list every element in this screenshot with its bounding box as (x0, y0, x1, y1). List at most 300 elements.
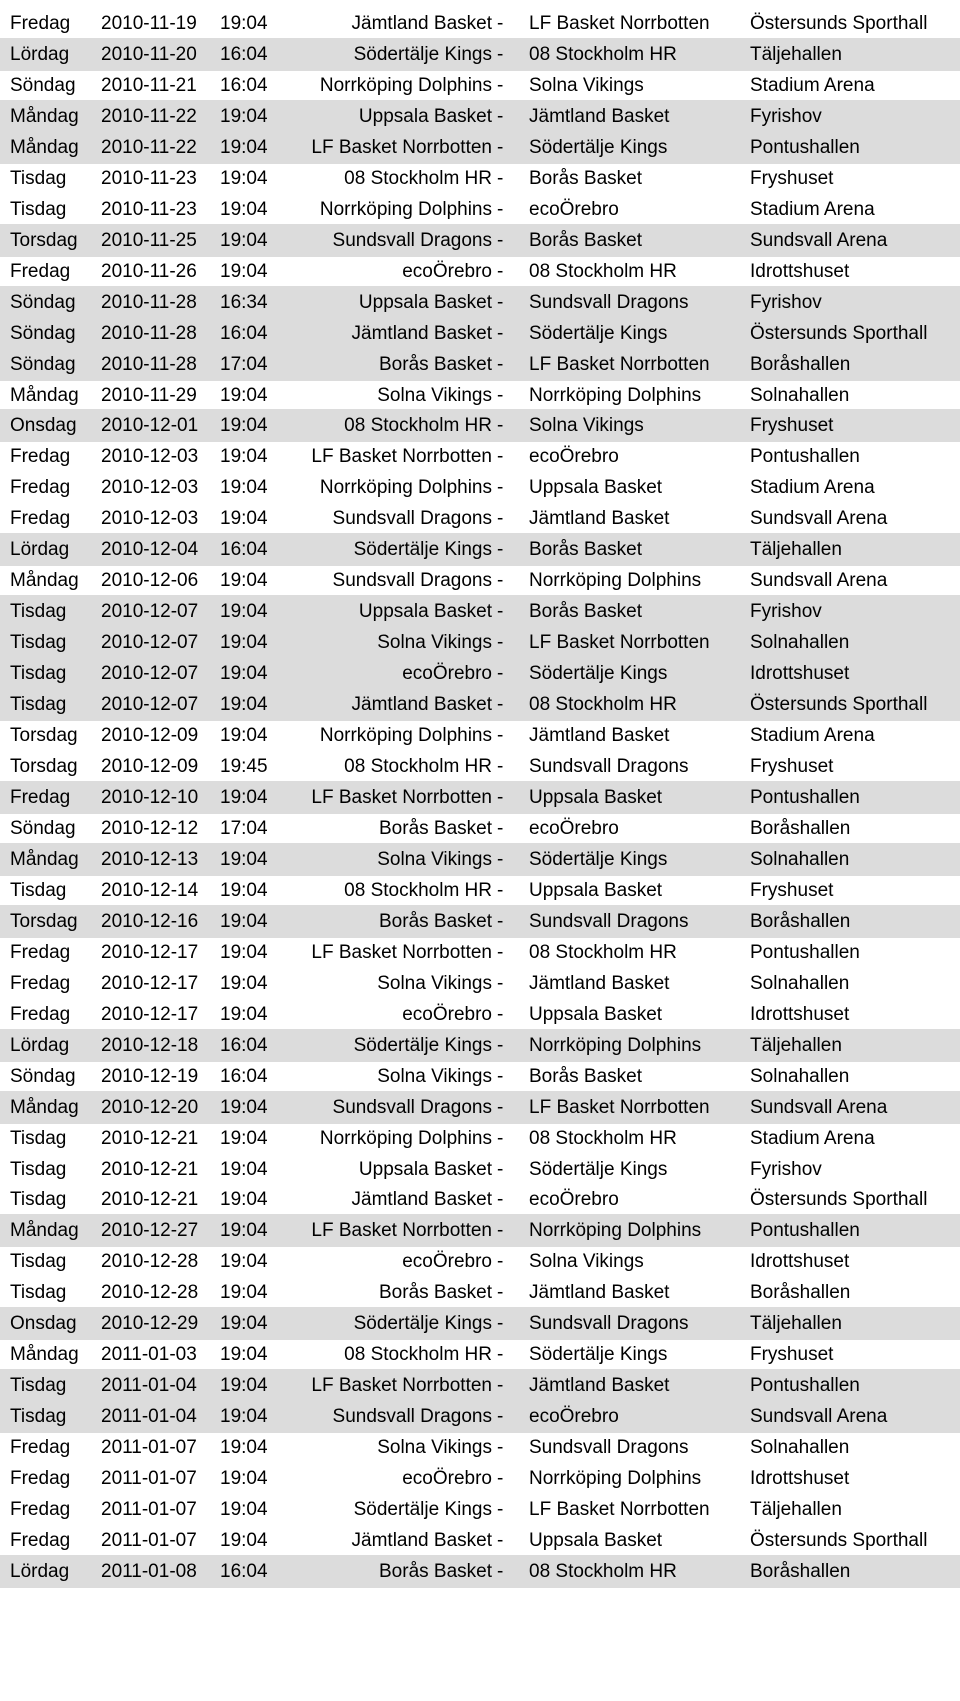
day-cell: Fredag (10, 787, 71, 808)
date-cell: 2010-12-17 (101, 941, 199, 963)
date-cell: 2010-12-07 (101, 663, 199, 685)
home-team-cell: 08 Stockholm HR (344, 415, 492, 437)
time-cell: 19:04 (220, 1189, 268, 1211)
venue-cell: Täljehallen (750, 43, 842, 65)
home-team-cell: Sundsvall Dragons (332, 508, 492, 530)
date-cell: 2010-12-03 (101, 446, 199, 468)
away-team-cell: Södertälje Kings (529, 322, 668, 344)
venue-cell: Solnahallen (750, 632, 850, 654)
date-cell: 2010-12-03 (101, 477, 199, 499)
home-team-cell: Sundsvall Dragons (332, 570, 492, 592)
separator-cell: - (497, 663, 504, 685)
venue-cell: Fryshuset (750, 879, 834, 901)
home-team-cell: 08 Stockholm HR (344, 1344, 492, 1366)
table-row (0, 286, 960, 319)
home-team-cell: Uppsala Basket (358, 1158, 492, 1180)
home-team-cell: Södertälje Kings (353, 1034, 492, 1056)
home-team-cell: Borås Basket (379, 1282, 492, 1304)
home-team-cell: LF Basket Norrbotten (311, 1220, 492, 1242)
table-row (0, 193, 960, 226)
table-row (0, 348, 960, 381)
away-team-cell: LF Basket Norrbotten (529, 13, 710, 34)
home-team-cell: Borås Basket (379, 817, 492, 839)
time-cell: 19:04 (220, 879, 268, 901)
home-team-cell: Solna Vikings (377, 1437, 492, 1459)
away-team-cell: 08 Stockholm HR (529, 1127, 677, 1149)
table-row (0, 1431, 960, 1464)
venue-cell: Fyrishov (750, 291, 822, 313)
date-cell: 2010-12-06 (101, 570, 199, 592)
time-cell: 19:04 (220, 1282, 268, 1304)
away-team-cell: Södertälje Kings (529, 1344, 668, 1366)
day-cell: Tisdag (10, 879, 67, 901)
venue-cell: Solnahallen (750, 1437, 850, 1459)
venue-cell: Boråshallen (750, 1561, 851, 1582)
time-cell: 19:04 (220, 1499, 268, 1521)
separator-cell: - (497, 1034, 504, 1056)
day-cell: Tisdag (10, 694, 67, 716)
time-cell: 19:04 (220, 1437, 268, 1459)
venue-cell: Fryshuset (750, 415, 834, 437)
date-cell: 2011-01-07 (101, 1468, 197, 1490)
time-cell: 19:04 (220, 725, 268, 747)
venue-cell: Östersunds Sporthall (750, 13, 928, 34)
separator-cell: - (497, 1499, 504, 1521)
table-row (0, 38, 960, 71)
time-cell: 19:04 (220, 229, 268, 251)
day-cell: Fredag (10, 446, 71, 468)
table-row (0, 131, 960, 164)
date-cell: 2010-11-23 (101, 198, 197, 220)
away-team-cell: Jämtland Basket (529, 105, 670, 127)
away-team-cell: 08 Stockholm HR (529, 260, 677, 282)
date-cell: 2010-12-17 (101, 972, 199, 994)
time-cell: 16:04 (220, 1034, 268, 1056)
away-team-cell: ecoÖrebro (529, 446, 619, 468)
separator-cell: - (497, 756, 504, 778)
venue-cell: Täljehallen (750, 539, 842, 561)
table-row (0, 1524, 960, 1557)
time-cell: 19:04 (220, 663, 268, 685)
separator-cell: - (497, 1375, 504, 1397)
home-team-cell: Sundsvall Dragons (332, 1096, 492, 1118)
away-team-cell: Borås Basket (529, 229, 642, 251)
venue-cell: Täljehallen (750, 1313, 842, 1335)
date-cell: 2010-11-21 (101, 74, 197, 96)
home-team-cell: Norrköping Dolphins (319, 198, 492, 220)
separator-cell: - (497, 353, 504, 375)
day-cell: Tisdag (10, 167, 67, 189)
away-team-cell: Sundsvall Dragons (529, 1313, 689, 1335)
separator-cell: - (497, 601, 504, 623)
away-team-cell: Norrköping Dolphins (529, 570, 702, 592)
table-row (0, 998, 960, 1031)
table-row (0, 967, 960, 1000)
date-cell: 2010-12-28 (101, 1251, 199, 1273)
away-team-cell: Norrköping Dolphins (529, 1220, 702, 1242)
table-row (0, 1338, 960, 1371)
date-cell: 2010-12-21 (101, 1127, 199, 1149)
day-cell: Söndag (10, 817, 76, 839)
separator-cell: - (497, 1096, 504, 1118)
home-team-cell: Jämtland Basket (351, 1530, 492, 1552)
date-cell: 2010-11-26 (101, 260, 197, 282)
date-cell: 2010-12-18 (101, 1034, 199, 1056)
separator-cell: - (497, 260, 504, 282)
date-cell: 2010-11-19 (101, 13, 197, 34)
date-cell: 2010-12-07 (101, 632, 199, 654)
away-team-cell: Sundsvall Dragons (529, 291, 689, 313)
table-row (0, 1369, 960, 1402)
away-team-cell: Jämtland Basket (529, 725, 670, 747)
separator-cell: - (497, 1065, 504, 1087)
home-team-cell: Jämtland Basket (351, 322, 492, 344)
home-team-cell: Solna Vikings (377, 972, 492, 994)
time-cell: 16:04 (220, 1561, 268, 1582)
date-cell: 2010-12-01 (101, 415, 199, 437)
separator-cell: - (497, 1282, 504, 1304)
table-row (0, 1276, 960, 1309)
time-cell: 17:04 (220, 817, 268, 839)
away-team-cell: Solna Vikings (529, 415, 644, 437)
venue-cell: Fyrishov (750, 601, 822, 623)
venue-cell: Stadium Arena (750, 477, 875, 499)
separator-cell: - (497, 198, 504, 220)
date-cell: 2010-12-28 (101, 1282, 199, 1304)
away-team-cell: Borås Basket (529, 167, 642, 189)
time-cell: 19:04 (220, 384, 268, 406)
separator-cell: - (497, 941, 504, 963)
away-team-cell: ecoÖrebro (529, 817, 619, 839)
date-cell: 2010-12-21 (101, 1189, 199, 1211)
time-cell: 19:04 (220, 787, 268, 808)
home-team-cell: ecoÖrebro (402, 1003, 492, 1025)
time-cell: 19:04 (220, 1251, 268, 1273)
home-team-cell: 08 Stockholm HR (344, 167, 492, 189)
separator-cell: - (497, 229, 504, 251)
time-cell: 16:04 (220, 322, 268, 344)
day-cell: Söndag (10, 353, 76, 375)
separator-cell: - (497, 105, 504, 127)
separator-cell: - (497, 725, 504, 747)
venue-cell: Pontushallen (750, 136, 860, 158)
day-cell: Måndag (10, 570, 79, 592)
away-team-cell: 08 Stockholm HR (529, 43, 677, 65)
away-team-cell: Jämtland Basket (529, 508, 670, 530)
away-team-cell: LF Basket Norrbotten (529, 632, 710, 654)
time-cell: 16:34 (220, 291, 268, 313)
time-cell: 16:04 (220, 74, 268, 96)
date-cell: 2010-12-10 (101, 787, 199, 808)
separator-cell: - (497, 1127, 504, 1149)
separator-cell: - (497, 1189, 504, 1211)
time-cell: 16:04 (220, 1065, 268, 1087)
day-cell: Måndag (10, 384, 79, 406)
day-cell: Söndag (10, 291, 76, 313)
venue-cell: Pontushallen (750, 1375, 860, 1397)
separator-cell: - (497, 74, 504, 96)
table-row (0, 1400, 960, 1433)
date-cell: 2010-12-03 (101, 508, 199, 530)
table-row (0, 1307, 960, 1340)
day-cell: Tisdag (10, 601, 67, 623)
day-cell: Fredag (10, 477, 71, 499)
day-cell: Onsdag (10, 415, 77, 437)
table-row (0, 533, 960, 566)
table-row (0, 812, 960, 845)
away-team-cell: ecoÖrebro (529, 1189, 619, 1211)
time-cell: 19:04 (220, 1406, 268, 1428)
venue-cell: Pontushallen (750, 1220, 860, 1242)
day-cell: Fredag (10, 1530, 71, 1552)
venue-cell: Idrottshuset (750, 663, 850, 685)
date-cell: 2010-12-04 (101, 539, 199, 561)
time-cell: 16:04 (220, 539, 268, 561)
time-cell: 19:04 (220, 13, 268, 34)
day-cell: Tisdag (10, 1189, 67, 1211)
separator-cell: - (497, 415, 504, 437)
table-row (0, 471, 960, 504)
table-row (0, 843, 960, 876)
separator-cell: - (497, 1468, 504, 1490)
table-row (0, 100, 960, 133)
time-cell: 19:04 (220, 570, 268, 592)
venue-cell: Östersunds Sporthall (750, 1189, 928, 1211)
table-row (0, 1153, 960, 1186)
date-cell: 2010-12-20 (101, 1096, 199, 1118)
home-team-cell: Solna Vikings (377, 384, 492, 406)
day-cell: Fredag (10, 1468, 71, 1490)
home-team-cell: Sundsvall Dragons (332, 1406, 492, 1428)
venue-cell: Stadium Arena (750, 1127, 875, 1149)
day-cell: Söndag (10, 322, 76, 344)
date-cell: 2010-11-22 (101, 105, 197, 127)
home-team-cell: Jämtland Basket (351, 694, 492, 716)
home-team-cell: Jämtland Basket (351, 13, 492, 34)
home-team-cell: Norrköping Dolphins (319, 1127, 492, 1149)
home-team-cell: 08 Stockholm HR (344, 756, 492, 778)
date-cell: 2011-01-03 (101, 1344, 197, 1366)
date-cell: 2010-11-25 (101, 229, 197, 251)
away-team-cell: Uppsala Basket (529, 477, 663, 499)
table-row (0, 1183, 960, 1216)
home-team-cell: Södertälje Kings (353, 1499, 492, 1521)
separator-cell: - (497, 1530, 504, 1552)
day-cell: Tisdag (10, 663, 67, 685)
time-cell: 19:04 (220, 632, 268, 654)
home-team-cell: Jämtland Basket (351, 1189, 492, 1211)
time-cell: 19:04 (220, 1220, 268, 1242)
time-cell: 19:04 (220, 941, 268, 963)
home-team-cell: Borås Basket (379, 353, 492, 375)
date-cell: 2010-12-07 (101, 601, 199, 623)
date-cell: 2011-01-07 (101, 1530, 197, 1552)
day-cell: Torsdag (10, 229, 78, 251)
venue-cell: Täljehallen (750, 1499, 842, 1521)
venue-cell: Sundsvall Arena (750, 229, 888, 251)
time-cell: 19:04 (220, 136, 268, 158)
venue-cell: Sundsvall Arena (750, 1406, 888, 1428)
day-cell: Tisdag (10, 198, 67, 220)
table-row (0, 440, 960, 473)
time-cell: 19:04 (220, 972, 268, 994)
time-cell: 19:04 (220, 694, 268, 716)
date-cell: 2011-01-08 (101, 1561, 197, 1582)
time-cell: 19:04 (220, 601, 268, 623)
date-cell: 2010-12-13 (101, 848, 199, 870)
home-team-cell: Södertälje Kings (353, 539, 492, 561)
home-team-cell: Uppsala Basket (358, 601, 492, 623)
away-team-cell: Uppsala Basket (529, 1003, 663, 1025)
separator-cell: - (497, 167, 504, 189)
day-cell: Fredag (10, 13, 71, 34)
separator-cell: - (497, 1158, 504, 1180)
day-cell: Tisdag (10, 1375, 67, 1397)
date-cell: 2010-12-14 (101, 879, 199, 901)
away-team-cell: Uppsala Basket (529, 879, 663, 901)
away-team-cell: Borås Basket (529, 1065, 642, 1087)
away-team-cell: 08 Stockholm HR (529, 694, 677, 716)
day-cell: Lördag (10, 1034, 70, 1056)
table-row (0, 657, 960, 690)
separator-cell: - (497, 384, 504, 406)
home-team-cell: Solna Vikings (377, 848, 492, 870)
table-row (0, 874, 960, 907)
home-team-cell: Norrköping Dolphins (319, 725, 492, 747)
table-row (0, 1214, 960, 1247)
venue-cell: Idrottshuset (750, 1468, 850, 1490)
table-row (0, 255, 960, 288)
venue-cell: Idrottshuset (750, 260, 850, 282)
date-cell: 2010-12-29 (101, 1313, 199, 1335)
table-row (0, 750, 960, 783)
time-cell: 19:04 (220, 1003, 268, 1025)
day-cell: Tisdag (10, 1251, 67, 1273)
away-team-cell: Sundsvall Dragons (529, 756, 689, 778)
home-team-cell: 08 Stockholm HR (344, 879, 492, 901)
home-team-cell: Borås Basket (379, 910, 492, 932)
venue-cell: Fyrishov (750, 1158, 822, 1180)
table-row (0, 595, 960, 628)
away-team-cell: Södertälje Kings (529, 1158, 668, 1180)
time-cell: 19:04 (220, 1127, 268, 1149)
venue-cell: Fryshuset (750, 756, 834, 778)
separator-cell: - (497, 446, 504, 468)
day-cell: Lördag (10, 43, 70, 65)
away-team-cell: Solna Vikings (529, 74, 644, 96)
separator-cell: - (497, 1220, 504, 1242)
separator-cell: - (497, 477, 504, 499)
home-team-cell: Norrköping Dolphins (319, 477, 492, 499)
day-cell: Fredag (10, 1499, 71, 1521)
home-team-cell: Solna Vikings (377, 632, 492, 654)
separator-cell: - (497, 136, 504, 158)
day-cell: Måndag (10, 105, 79, 127)
venue-cell: Pontushallen (750, 941, 860, 963)
day-cell: Söndag (10, 74, 76, 96)
table-row (0, 7, 960, 40)
date-cell: 2011-01-07 (101, 1499, 197, 1521)
time-cell: 19:04 (220, 105, 268, 127)
venue-cell: Sundsvall Arena (750, 508, 888, 530)
day-cell: Måndag (10, 848, 79, 870)
away-team-cell: Uppsala Basket (529, 787, 663, 808)
venue-cell: Idrottshuset (750, 1251, 850, 1273)
separator-cell: - (497, 43, 504, 65)
day-cell: Tisdag (10, 1282, 67, 1304)
time-cell: 19:04 (220, 415, 268, 437)
time-cell: 19:04 (220, 1375, 268, 1397)
day-cell: Tisdag (10, 1158, 67, 1180)
date-cell: 2010-11-20 (101, 43, 197, 65)
home-team-cell: Borås Basket (379, 1561, 492, 1582)
date-cell: 2010-11-22 (101, 136, 197, 158)
home-team-cell: Sundsvall Dragons (332, 229, 492, 251)
separator-cell: - (497, 787, 504, 808)
separator-cell: - (497, 570, 504, 592)
table-row (0, 162, 960, 195)
date-cell: 2010-11-28 (101, 291, 197, 313)
away-team-cell: Sundsvall Dragons (529, 910, 689, 932)
venue-cell: Solnahallen (750, 384, 850, 406)
table-row (0, 502, 960, 535)
day-cell: Tisdag (10, 632, 67, 654)
venue-cell: Pontushallen (750, 446, 860, 468)
date-cell: 2010-12-19 (101, 1065, 199, 1087)
home-team-cell: Uppsala Basket (358, 105, 492, 127)
separator-cell: - (497, 910, 504, 932)
venue-cell: Stadium Arena (750, 725, 875, 747)
day-cell: Lördag (10, 1561, 70, 1582)
away-team-cell: Södertälje Kings (529, 136, 668, 158)
home-team-cell: LF Basket Norrbotten (311, 136, 492, 158)
time-cell: 19:04 (220, 1468, 268, 1490)
day-cell: Fredag (10, 972, 71, 994)
day-cell: Fredag (10, 941, 71, 963)
separator-cell: - (497, 1003, 504, 1025)
time-cell: 16:04 (220, 43, 268, 65)
home-team-cell: ecoÖrebro (402, 1251, 492, 1273)
home-team-cell: ecoÖrebro (402, 1468, 492, 1490)
table-row (0, 1462, 960, 1495)
away-team-cell: Norrköping Dolphins (529, 1034, 702, 1056)
time-cell: 19:04 (220, 1344, 268, 1366)
separator-cell: - (497, 1561, 504, 1582)
day-cell: Lördag (10, 539, 70, 561)
home-team-cell: Uppsala Basket (358, 291, 492, 313)
venue-cell: Fyrishov (750, 105, 822, 127)
separator-cell: - (497, 972, 504, 994)
separator-cell: - (497, 1437, 504, 1459)
away-team-cell: LF Basket Norrbotten (529, 1499, 710, 1521)
venue-cell: Boråshallen (750, 817, 851, 839)
table-row (0, 936, 960, 969)
day-cell: Fredag (10, 508, 71, 530)
time-cell: 19:04 (220, 1158, 268, 1180)
date-cell: 2010-12-12 (101, 817, 199, 839)
date-cell: 2011-01-07 (101, 1437, 197, 1459)
date-cell: 2010-11-28 (101, 322, 197, 344)
table-row (0, 317, 960, 350)
time-cell: 19:04 (220, 446, 268, 468)
venue-cell: Solnahallen (750, 972, 850, 994)
day-cell: Fredag (10, 1003, 71, 1025)
date-cell: 2010-12-09 (101, 756, 199, 778)
home-team-cell: ecoÖrebro (402, 260, 492, 282)
venue-cell: Stadium Arena (750, 198, 875, 220)
day-cell: Fredag (10, 1437, 71, 1459)
venue-cell: Östersunds Sporthall (750, 322, 928, 344)
